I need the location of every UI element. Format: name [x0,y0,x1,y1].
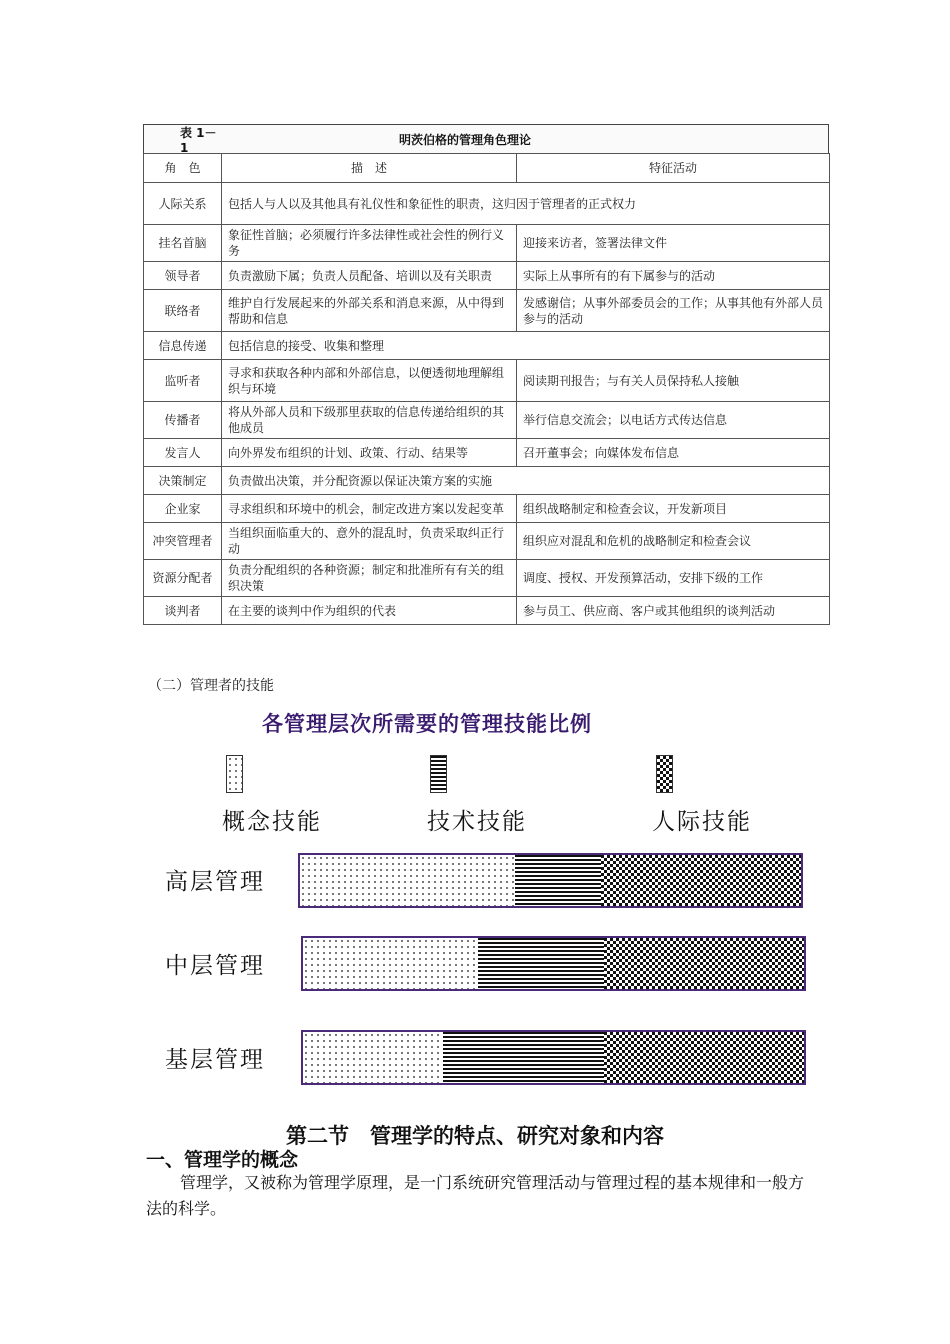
role-cell: 冲突管理者 [144,523,222,560]
bar-segment-technical [443,1032,603,1083]
table-caption [143,124,829,153]
table-number: 表 1－1 [180,125,217,155]
category-description-cell: 负责做出决策，并分配资源以保证决策方案的实施 [222,467,830,495]
stacked-bar-middle [301,936,806,991]
activity-cell: 参与员工、供应商、客户或其他组织的谈判活动 [517,597,830,625]
description-cell: 负责激励下属；负责人员配备、培训以及有关职责 [222,262,517,290]
role-cell: 联络者 [144,290,222,332]
activity-cell: 实际上从事所有的有下属参与的活动 [517,262,830,290]
bar-segment-interpersonal [604,938,804,989]
category-description-cell: 包括人与人以及其他具有礼仪性和象征性的职责，这归因于管理者的正式权力 [222,183,830,225]
legend-label-interpersonal: 人际技能 [652,809,752,835]
role-cell: 信息传递 [144,332,222,360]
table-row [144,290,830,332]
description-cell: 寻求和获取各种内部和外部信息，以便透彻地理解组织与环境 [222,360,517,402]
bar-segment-technical [478,938,603,989]
table-row [144,439,830,467]
table-row [144,523,830,560]
legend-swatch-technical [430,755,447,793]
table-row [144,402,830,439]
activity-cell: 发感谢信；从事外部委员会的工作；从事其他有外部人员参与的活动 [517,290,830,332]
management-roles-table [143,124,829,625]
role-cell: 企业家 [144,495,222,523]
legend-swatch-interpersonal [656,755,673,793]
legend-label-technical: 技术技能 [427,809,527,835]
role-cell: 领导者 [144,262,222,290]
activity-cell: 组织战略制定和检查会议，开发新项目 [517,495,830,523]
table-row [144,262,830,290]
header-description: 描 述 [222,154,517,183]
category-description-cell: 包括信息的接受、收集和整理 [222,332,830,360]
section-title: 第二节 管理学的特点、研究对象和内容 [286,1123,664,1148]
stacked-bar-base [301,1030,806,1085]
category-label-middle: 中层管理 [165,953,265,979]
bar-segment-conceptual [303,938,478,989]
section-heading: 一、管理学的概念 [146,1149,299,1171]
bar-segment-interpersonal [604,1032,804,1083]
table-row [144,332,830,360]
description-cell: 向外界发布组织的计划、政策、行动、结果等 [222,439,517,467]
skills-subheading: （二）管理者的技能 [148,678,274,694]
role-cell: 谈判者 [144,597,222,625]
activity-cell: 召开董事会；向媒体发布信息 [517,439,830,467]
category-label-base: 基层管理 [165,1047,265,1073]
legend-label-conceptual: 概念技能 [222,809,322,835]
table-row [144,495,830,523]
table-row [144,183,830,225]
table-row [144,225,830,262]
activity-cell: 举行信息交流会；以电话方式传达信息 [517,402,830,439]
description-cell: 象征性首脑；必须履行许多法律性或社会性的例行义务 [222,225,517,262]
description-cell: 在主要的谈判中作为组织的代表 [222,597,517,625]
chart-title: 各管理层次所需要的管理技能比例 [262,711,592,736]
table-header-row [144,154,830,183]
bar-segment-technical [515,855,600,906]
role-cell: 决策制定 [144,467,222,495]
description-cell: 将从外部人员和下级那里获取的信息传递给组织的其他成员 [222,402,517,439]
category-label-top: 高层管理 [165,869,265,895]
description-cell: 负责分配组织的各种资源；制定和批准所有有关的组织决策 [222,560,517,597]
bar-segment-interpersonal [601,855,801,906]
description-cell: 寻求组织和环境中的机会，制定改进方案以发起变革 [222,495,517,523]
description-cell: 当组织面临重大的、意外的混乱时，负责采取纠正行动 [222,523,517,560]
role-cell: 资源分配者 [144,560,222,597]
table-row [144,560,830,597]
bar-segment-conceptual [303,1032,443,1083]
table-row [144,597,830,625]
header-role: 角 色 [144,154,222,183]
role-cell: 发言人 [144,439,222,467]
stacked-bar-top [298,853,803,908]
header-activity: 特征活动 [517,154,830,183]
role-cell: 挂名首脑 [144,225,222,262]
roles-table [143,153,830,625]
activity-cell: 迎接来访者，签署法律文件 [517,225,830,262]
activity-cell: 组织应对混乱和危机的战略制定和检查会议 [517,523,830,560]
bar-segment-conceptual [300,855,515,906]
activity-cell: 阅读期刊报告；与有关人员保持私人接触 [517,360,830,402]
legend-swatch-conceptual [226,755,243,793]
role-cell: 监听者 [144,360,222,402]
section-paragraph: 管理学，又被称为管理学原理，是一门系统研究管理活动与管理过程的基本规律和一般方法的科学。 [146,1173,805,1218]
table-title: 明茨伯格的管理角色理论 [398,132,531,147]
table-row [144,360,830,402]
description-cell: 维护自行发展起来的外部关系和消息来源，从中得到帮助和信息 [222,290,517,332]
role-cell: 人际关系 [144,183,222,225]
role-cell: 传播者 [144,402,222,439]
table-row [144,467,830,495]
activity-cell: 调度、授权、开发预算活动，安排下级的工作 [517,560,830,597]
